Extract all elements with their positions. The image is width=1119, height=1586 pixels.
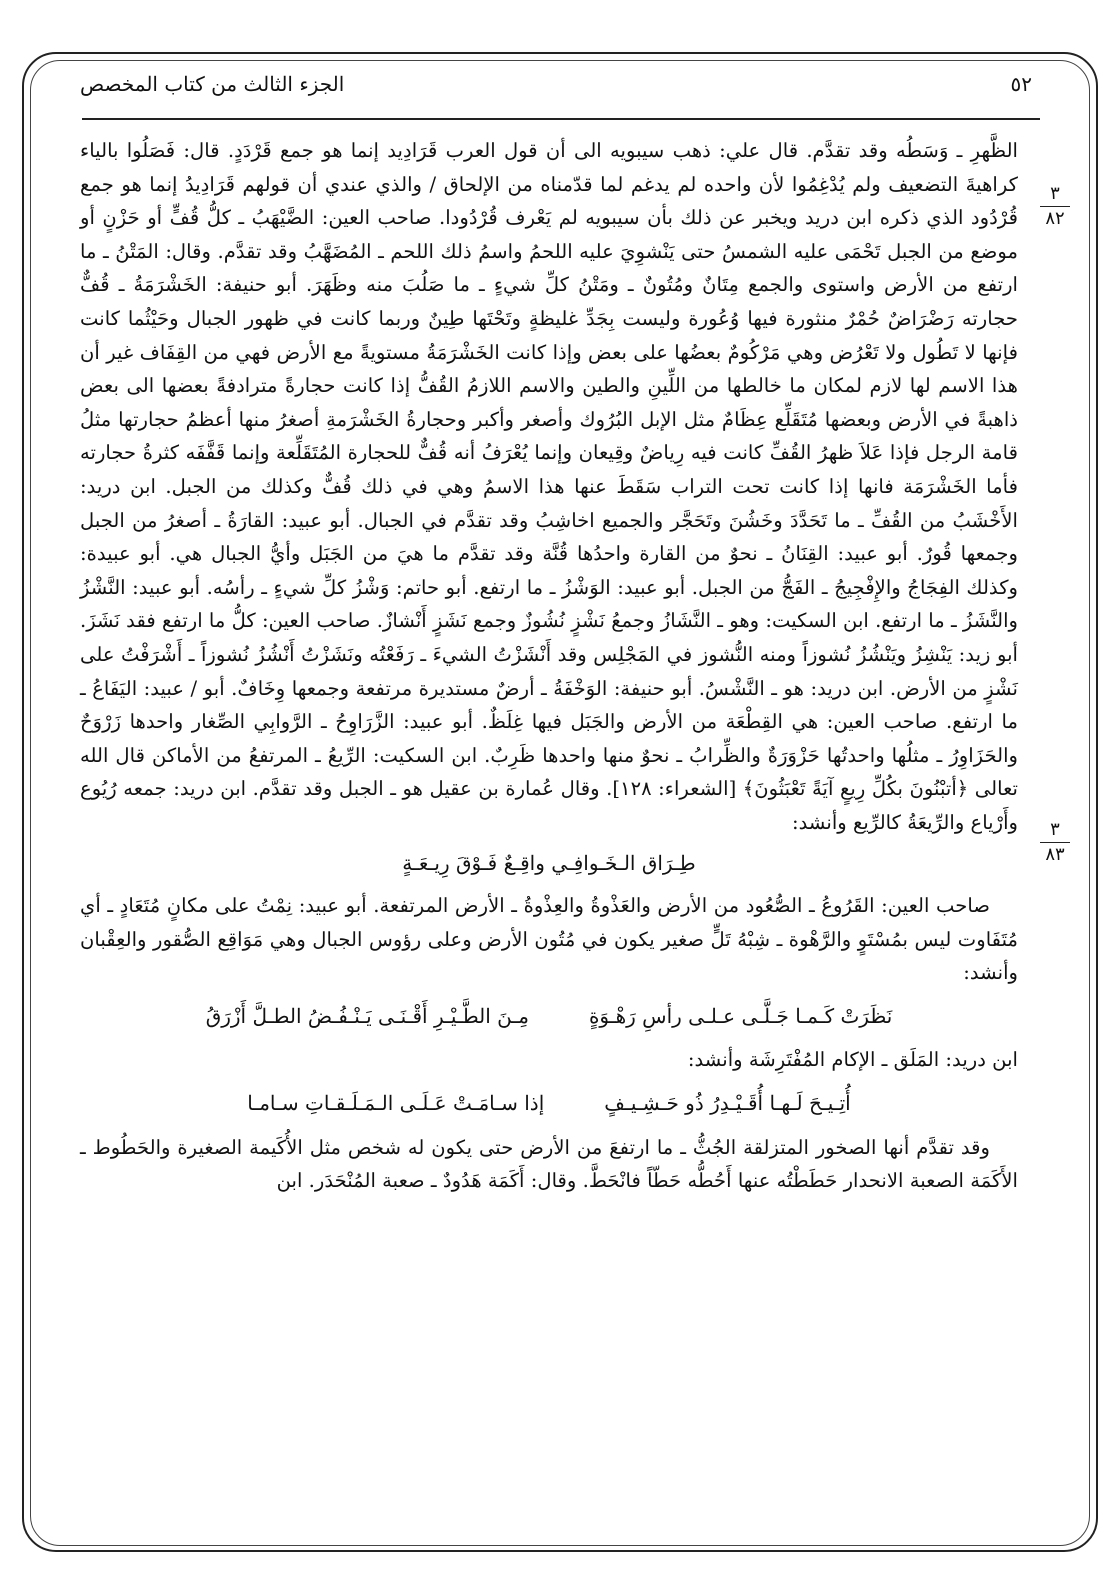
- page-number: ٥٢: [1010, 72, 1032, 96]
- margin-note-line: [1040, 206, 1070, 207]
- paragraph-1: الظَّهرِ ـ وَسَطُه وقد تقدَّم. قال علي: ذهب سيبويه الى أن قول العرب قَرَادِيد إنما هو جمع قَرْدَدٍ. قال: فَصَلُوا بالياء كراهيةَ التضعيف ولم يُدْغِمُوا لأن واحده لم يدغم لما قدّمناه من الإلحاق / والذي عندي أن قولهم قَرَادِيدُ إنما هو جمع قُرْدُود الذي ذكره ابن دريد ويخبر عن ذلك بأن سيبويه لم يَعْرف قُرْدُودا. صاحب العين: الضَّيْهَبُ ـ كلُّ قُفٍّ أو حَزْنٍ أو موضع من الجبل تَحْمَى عليه الشمسُ حتى يَنْشوِيَ عليه اللحمُ واسمُ ذلك اللحم ـ المُضَهَّبُ وقد تقدَّم. وقال: المَتْنُ ـ ما ارتفع من الأرض واستوى والجمع مِتَانٌ ومُتُونٌ ـ ومَتْنُ كلِّ شيءٍ ـ ما صَلُبَ منه وظَهَرَ. أبو حنيفة: الخَشْرَمَةُ ـ قُفٌّ حجارته رَضْرَاضٌ حُمْرٌ منثورة فيها وُعُورة وليست بِجَدِّ غليظةٍ وتَحْتَها طِينٌ وربما كانت في ظهور الجبال وحَيْثُما كانت فإنها لا تَطُول ولا تَعْرُض وهي مَرْكُومٌ بعضُها على بعض وإذا كانت الخَشْرَمَةُ مستويةً مع الأرض فهي من القِفَاف غير أن هذا الاسم لها لازم لمكان ما خالطها من اللِّينِ والطين والاسم اللازمُ القُفُّ إذا كانت حجارةً مترادفةً بعضها الى بعض ذاهبةً في الأرض وبعضها مُتَقَلِّع عِظَامٌ مثل الإبل البُرُوك وأصغر وأكبر وحجارةُ الخَشْرَمةِ أصغرُ منها أعظمُ حجارتها مثلُ قامة الرجل فإذا عَلاَ ظهرُ القُفِّ كانت فيه رِياضٌ وقِيعان وإنما يُعْرَفُ أنه قُفٌّ للحجارة المُتَقَلِّعة وإنما قَفَّفَه كثرةُ حجارته فأما الخَشْرَمَة فانها إذا كانت تحت التراب سَقَطَ عنها هذا الاسمُ وهي في ذلك قُفٌّ وكذلك من الجبل. ابن دريد: الأَخْشَبُ من القُفِّ ـ ما تَحَدَّدَ وخَشُنَ وتَحَجَّر والجميع اخاشِبُ وقد تقدَّم في الجبال. أبو عبيد: القارَةُ ـ أصغرُ من الجبل وجمعها قُورٌ. أبو عبيد: القِنَانُ ـ نحوٌ من القارة واحدُها قُنَّة وقد تقدَّم ما هيَ من الجَبَل وأيُّ الجبال هي. أبو عبيدة: وكذلك الفِجَاجُ والإِفْجِيجُ ـ الفَجُّ من الجبل. أبو عبيد: الوَشْزُ ـ ما ارتفع. أبو حاتم: وَشْزُ كلِّ شيءٍ ـ رأسُه. أبو عبيد: النَّشْزُ والنَّشَزُ ـ ما ارتفع. ابن السكيت: وهو ـ النَّشَازُ وجمعُ نَشْزٍ نُشُوزٌ وجمع نَشَزٍ أَنْشازٌ. صاحب العين: كلُّ ما ارتفع فقد نَشَزَ. أبو زيد: يَنْشِزُ ويَنْشُزُ نُشوزاً ومنه النُّشوز في المَجْلِس وقد أَنْشَزْتُ الشيءَ ـ رَفَعْتُه ونَشَزْتُ أَنْشُزُ نُشوزاً ـ أَشْرَفْتُ على نَشْزٍ من الأرض. ابن دريد: هو ـ النَّشْسُ. أبو حنيفة: الوَخْفَةُ ـ أرضٌ مستديرة مرتفعة وجمعها وِخَافٌ. أبو / عبيد: اليَفَاعُ ـ ما ارتفع. صاحب العين: هي القِطْعَة من الأرض والجَبَل فيها غِلَظٌ. أبو عبيد: الزَّرَاوِحُ ـ الرَّوابِي الصِّغار واحدها زَرْوَحٌ والحَزَاوِرُ ـ مثلُها واحدتُها حَزْوَرَةٌ والظِّرابُ ـ نحوٌ منها واحدها ظَرِبٌ. ابن السكيت: الرِّيعُ ـ المرتفعُ من الأماكن قال الله تعالى ﴿أتبْنُونَ بكُلِّ رِيعٍ آيَةً تَعْبَثُونَ﴾ [الشعراء: ١٢٨]. وقال عُمارة بن عقيل هو ـ الجبل وقد تقدَّم. ابن دريد: جمعه رُيُوع وأَرْياع والرِّيعَةُ كالرِّيع وأنشد:: [79, 139, 1018, 834]
- verse-2: [80, 1000, 1018, 1034]
- margin-note-top: ٣: [1050, 819, 1060, 840]
- margin-note-top: ٣: [1050, 183, 1060, 204]
- paragraph-2: صاحب العين: القَرُوعُ ـ الصُّعُود من الأرض والعَذْوةُ والعِذْوةُ ـ الأرض المرتفعة. أبو عبيد: نِمْتُ على مكانٍ مُتَعَادٍ ـ أي مُتَفَاوت ليس بمُسْتَوٍ والرَّهْوة ـ شِبْهُ تَلٍّ صغير يكون في مُتُون الأرض وعلى رؤوس الجبال وهي مَوَاقِع الصُّقور والعِقْبان وأنشد:: [80, 894, 1018, 985]
- margin-note-2: [1027, 820, 1083, 865]
- paragraph-4: وقد تقدَّم أنها الصخور المتزلقة الجُثُّ ـ ما ارتفعَ من الأرض حتى يكون له شخص مثل الأُكَيمة الصغيرة والحَطُوط ـ الأَكَمَة الصعبة الانحدار حَطَطْتُه عنها أَحُطُّه حَطّاً فانْحَطَّ. وقال: أَكَمَة هَدُودٌ ـ صعبة المُنْحَدَر. ابن: [80, 1135, 1018, 1193]
- verse-2-second-hemistich: مِـنَ الطَّـيْـرِ أَقْـنَـى يَـنْـفُـضُ الطـلَّ أَزْرَقُ: [205, 1003, 529, 1028]
- header-rule: [82, 118, 1040, 120]
- running-title: الجزء الثالث من كتاب المخصص: [80, 72, 345, 96]
- verse-1: طِـرَاق الـخَـوافِـي واقِـعٌ فَـوْقَ رِيـعَـةٍ: [402, 851, 696, 876]
- verse-3-first-hemistich: أُتِـيـحَ لَـهـا أُقَـيْـدِرُ ذُو حَـشِـيـفٍ: [604, 1091, 851, 1116]
- margin-note-bottom: ٨٣: [1045, 844, 1065, 865]
- margin-note-1: [1027, 184, 1083, 229]
- body-text: [80, 134, 1018, 1198]
- verse-3-second-hemistich: إذا سـامَـتْ عَـلَـى الـمَـلَـقـاتِ سـامـا: [247, 1091, 545, 1116]
- margin-note-bottom: ٨٢: [1045, 208, 1065, 229]
- page-header: [80, 64, 1040, 104]
- paragraph-3: ابن دريد: المَلَق ـ الإكام المُفْتَرِشَة وأنشد:: [687, 1048, 1018, 1072]
- verse-2-first-hemistich: نَظَرَتْ كَـمـا جَـلَّـى عـلـى رأسِ رَهْـوَةٍ: [588, 1003, 893, 1028]
- verse-3: [80, 1087, 1018, 1121]
- margin-note-line: [1040, 842, 1070, 843]
